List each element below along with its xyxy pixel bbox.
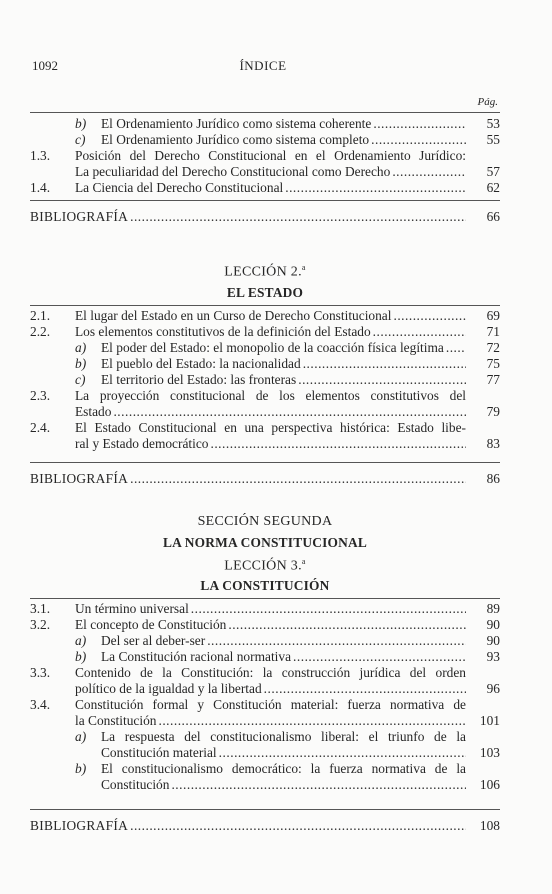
entry-letter: a) (75, 340, 87, 355)
entry-page: 75 (486, 356, 500, 371)
section-heading: SECCIÓN SEGUNDA (197, 514, 333, 529)
toc-entry (30, 697, 500, 729)
lesson2-title: EL ESTADO (226, 285, 304, 300)
dot-leader (298, 372, 466, 388)
entry-number: 1.4. (30, 180, 51, 195)
dot-leader (373, 116, 466, 132)
rule-block3-bottom (30, 809, 500, 810)
toc-entry (30, 633, 500, 649)
toc-entry (30, 420, 500, 452)
entry-title-line: El lugar del Estado en un Curso de Derecho Constitucional (75, 308, 392, 323)
entry-page: 77 (486, 372, 500, 387)
entry-letter: b) (75, 761, 87, 776)
toc-entry (30, 132, 500, 148)
lesson3-label: LECCIÓN 3. (224, 558, 302, 574)
entry-title-line: La respuesta del constitucionalismo liberal: el triunfo de la (101, 729, 466, 744)
entry-title-line: El poder del Estado: el monopolio de la coacción física legítima (101, 340, 444, 355)
dot-leader (228, 617, 466, 633)
entry-title-line: Constitución (101, 777, 170, 792)
lesson3-ordinal: a (301, 557, 306, 566)
dot-leader (373, 324, 466, 340)
dot-leader (293, 649, 466, 665)
entry-page: 96 (486, 681, 500, 696)
dot-leader (303, 356, 466, 372)
dot-leader (158, 713, 466, 729)
entry-page: 79 (486, 404, 500, 419)
toc-block-lesson1 (30, 116, 500, 196)
entry-number: 2.1. (30, 308, 51, 323)
entry-page: 83 (486, 436, 500, 451)
entry-page: 53 (486, 116, 500, 131)
toc-entry (30, 116, 500, 132)
entry-page: 90 (486, 617, 500, 632)
dot-leader (285, 180, 466, 196)
bibliography-entry-lesson2 (30, 471, 500, 487)
bibliography-page: 66 (486, 209, 500, 224)
entry-title-line: La peculiaridad del Derecho Constitucional como Derecho (75, 164, 391, 179)
entry-title-line: El constitucionalismo democrático: la fuerza normativa de la (101, 761, 466, 776)
dot-leader (392, 164, 466, 180)
entry-number: 3.1. (30, 601, 51, 616)
toc-entry (30, 649, 500, 665)
toc-entry (30, 372, 500, 388)
bibliography-label: BIBLIOGRAFÍA (30, 471, 129, 486)
entry-page: 72 (486, 340, 500, 355)
entry-page: 106 (479, 777, 500, 792)
rule-block2-top (30, 305, 500, 306)
entry-letter: b) (75, 649, 87, 664)
entry-page: 101 (479, 713, 500, 728)
bibliography-label: BIBLIOGRAFÍA (30, 818, 129, 833)
dot-leader (219, 745, 466, 761)
page-column-label: Pág. (477, 96, 498, 108)
dot-leader (371, 132, 466, 148)
entry-page: 55 (486, 132, 500, 147)
toc-entry (30, 308, 500, 324)
lesson2-heading (30, 263, 500, 281)
entry-number: 2.3. (30, 388, 51, 403)
bibliography-page: 86 (486, 471, 500, 486)
entry-title-line: El pueblo del Estado: la nacionalidad (101, 356, 301, 371)
entry-title-line: Contenido de la Constitución: la construcción jurídica del orden (75, 665, 466, 680)
dot-leader (207, 633, 466, 649)
entry-title-line: Del ser al deber-ser (101, 633, 206, 648)
entry-number: 2.4. (30, 420, 51, 435)
entry-page: 57 (486, 164, 500, 179)
dot-leader (171, 777, 466, 793)
bibliography-label: BIBLIOGRAFÍA (30, 209, 129, 224)
entry-number: 3.3. (30, 665, 51, 680)
toc-entry (30, 601, 500, 617)
lesson3-heading (30, 557, 500, 575)
entry-title-line: El Ordenamiento Jurídico como sistema coherente (101, 116, 372, 131)
entry-title-line: El concepto de Constitución (75, 617, 227, 632)
rule-block3-top (30, 598, 500, 599)
entry-title-line: Constitución formal y Constitución material: fuerza normativa de (75, 697, 466, 712)
section-title: LA NORMA CONSTITUCIONAL (162, 535, 367, 550)
entry-page: 93 (486, 649, 500, 664)
entry-letter: b) (75, 356, 87, 371)
entry-letter: a) (75, 633, 87, 648)
running-title: ÍNDICE (239, 58, 287, 73)
entry-letter: a) (75, 729, 87, 744)
toc-entry (30, 356, 500, 372)
bibliography-entry-lesson1 (30, 209, 500, 225)
toc-entry (30, 340, 500, 356)
entry-letter: c) (75, 372, 86, 387)
dot-leader (393, 308, 466, 324)
toc-block-lesson3 (30, 601, 500, 793)
toc-entry (30, 148, 500, 180)
entry-page: 90 (486, 633, 500, 648)
lesson2-label: LECCIÓN 2. (224, 264, 302, 280)
entry-title-line: Estado (75, 404, 112, 419)
entry-number: 1.3. (30, 148, 51, 163)
rule-block1-bottom (30, 200, 500, 201)
toc-entry (30, 180, 500, 196)
toc-entry (30, 324, 500, 340)
dot-leader (113, 404, 466, 420)
rule-block1-top (30, 112, 500, 113)
entry-page: 89 (486, 601, 500, 616)
entry-number: 3.4. (30, 697, 51, 712)
toc-entry (30, 665, 500, 697)
entry-title-line: El territorio del Estado: las fronteras (101, 372, 297, 387)
dot-leader (264, 681, 466, 697)
bibliography-page: 108 (479, 818, 500, 833)
dot-leader (446, 340, 466, 356)
entry-letter: c) (75, 132, 86, 147)
entry-title-line: Un término universal (75, 601, 189, 616)
entry-title-line: La Ciencia del Derecho Constitucional (75, 180, 284, 195)
entry-title-line: El Estado Constitucional en una perspectiva histórica: Estado libe- (75, 420, 466, 435)
running-header (32, 58, 494, 76)
rule-block2-bottom (30, 462, 500, 463)
entry-number: 3.2. (30, 617, 51, 632)
dot-leader (191, 601, 466, 617)
entry-title-line: Posición del Derecho Constitucional en el Ordenamiento Jurídico: (75, 148, 466, 163)
entry-title-line: la Constitución (75, 713, 157, 728)
entry-title-line: Constitución material (101, 745, 217, 760)
entry-page: 62 (486, 180, 500, 195)
bibliography-entry-lesson3 (30, 818, 500, 834)
dot-leader (210, 436, 466, 452)
entry-letter: b) (75, 116, 87, 131)
entry-page: 103 (479, 745, 500, 760)
entry-page: 71 (486, 324, 500, 339)
entry-title-line: político de la igualdad y la libertad (75, 681, 262, 696)
toc-block-lesson2 (30, 308, 500, 452)
toc-entry (30, 388, 500, 420)
entry-title-line: La Constitución racional normativa (101, 649, 292, 664)
entry-title-line: El Ordenamiento Jurídico como sistema completo (101, 132, 370, 147)
entry-title-line: Los elementos constitutivos de la definición del Estado (75, 324, 371, 339)
entry-page: 69 (486, 308, 500, 323)
toc-entry (30, 729, 500, 761)
entry-title-line: La proyección constitucional de los elementos constitutivos del (75, 388, 466, 403)
toc-entry (30, 617, 500, 633)
lesson2-ordinal: a (301, 263, 306, 272)
entry-number: 2.2. (30, 324, 51, 339)
page-number: 1092 (32, 58, 58, 73)
entry-title-line: ral y Estado democrático (75, 436, 209, 451)
toc-entry (30, 761, 500, 793)
lesson3-title: LA CONSTITUCIÓN (200, 578, 330, 593)
